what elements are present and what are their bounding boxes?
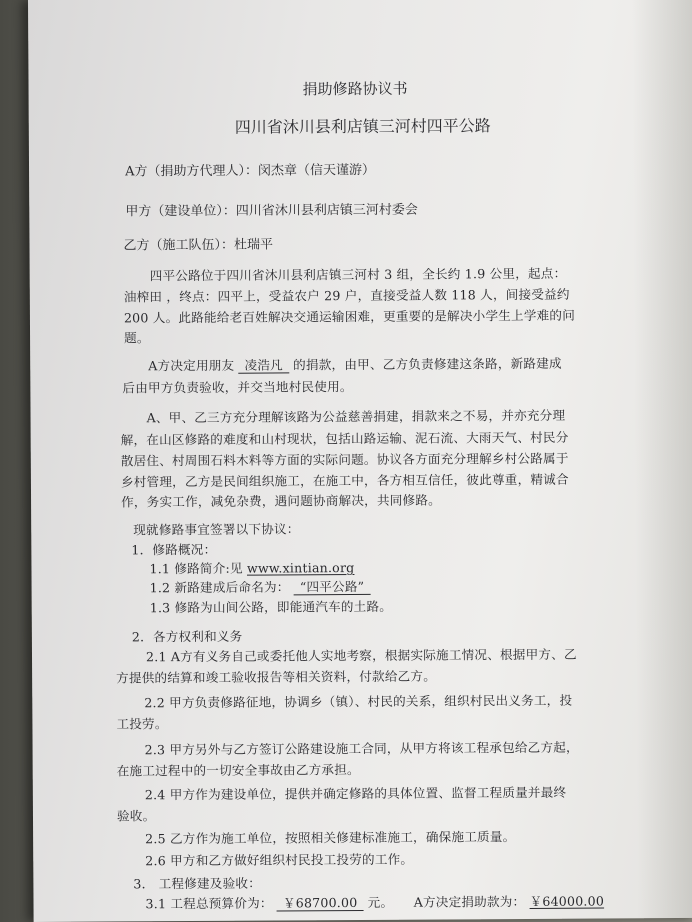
budget-label: 3.1 工程总预算价为：	[145, 895, 273, 912]
agreement-document	[28, 0, 692, 922]
section-1-item-1	[149, 562, 354, 576]
consensus-line: 作，务实工作，减免杂费，遇问题协商解决，共同修路。	[121, 492, 441, 510]
section-2-line: 2.2 甲方负责修路征地，协调乡（镇）、村民的关系，组织村民出义务工，投	[144, 692, 573, 711]
section-2-heading: 2．各方权利和义务	[131, 628, 243, 645]
budget-value: ￥68700.00	[277, 897, 364, 911]
section-2-line: 方提供的结算和竣工验收报告等相关资料，付款给乙方。	[116, 668, 437, 686]
intro-line: 200 人。此路能给老百姓解决交通运输困难，更重要的是解决小学生上学难的问	[123, 307, 576, 326]
item-2-label: 1.2 新路建成后命名为：	[149, 579, 290, 596]
party-a-line: A方（捐助方代理人）：闵杰章（信天谨游）	[125, 162, 375, 180]
section-3-heading: 3． 工程修建及验收：	[133, 875, 262, 892]
intro-line: 题。	[124, 330, 150, 346]
donation-pre: A方决定用朋友	[148, 357, 235, 374]
section-2-line: 2.5 乙方作为施工单位，按照相关修建标准施工，确保施工质量。	[145, 829, 516, 847]
document-subtitle: 四川省沐川县利店镇三河村四平公路	[234, 116, 491, 137]
item-1-label: 1.1 修路简介:见	[149, 560, 243, 577]
section-3-item-1	[145, 895, 604, 911]
donation-line	[148, 355, 562, 374]
section-2-line: 2.6 甲方和乙方做好组织村民投工投劳的工作。	[145, 851, 414, 869]
section-2-line: 2.3 甲方另外与乙方签订公路建设施工合同，从甲方将该工程承包给乙方起，	[144, 739, 579, 758]
agreement-intro: 现就修路事宜签署以下协议：	[133, 521, 300, 538]
road-name: “四平公路”	[294, 581, 371, 595]
website-link[interactable]: www.xintian.org	[246, 560, 355, 576]
budget-unit: 元。	[367, 894, 394, 910]
consensus-line: 乡村管理，乙方是民间组织施工，在施工中，各方相互信任，彼此尊重，精诚合	[120, 471, 569, 490]
donation-value: ￥64000.00	[529, 893, 605, 909]
section-2-line: 工投劳。	[116, 716, 168, 732]
document-paper	[28, 0, 692, 922]
donation-post: 的捐款，由甲、乙方负责修建这条路，新路建成	[293, 355, 562, 373]
consensus-line: 散居住、村周围石料木料等方面的实际问题。协议各方面充分理解乡村公路属于	[120, 450, 569, 469]
document-title: 捐助修路协议书	[302, 79, 408, 99]
section-2-line: 在施工过程中的一切安全事故由乙方承担。	[116, 761, 360, 779]
consensus-line: A、甲、乙三方充分理解该路为公益慈善捐建，捐款来之不易，并亦充分理	[146, 407, 566, 426]
consensus-line: 解，在山区修路的难度和山村现状，包括山路运输、泥石流、大雨天气、村民分	[120, 429, 569, 448]
party-jia-line: 甲方（建设单位）：四川省沐川县利店镇三河村委会	[125, 202, 418, 220]
intro-line: 四平公路位于四川省沐川县利店镇三河村 3 组，全长约 1.9 公里，起点：	[149, 265, 567, 284]
section-1-item-2	[149, 578, 371, 596]
donation-label: A方决定捐助款为：	[413, 893, 526, 910]
donation-line-2: 后由甲方负责验收，并交当地村民使用。	[122, 379, 353, 396]
section-1-heading: 1．修路概况：	[131, 541, 217, 558]
section-1-item-3: 1.3 修路为山间公路，即能通汽车的土路。	[149, 598, 393, 616]
friend-name: 凌浩凡	[238, 359, 288, 373]
intro-line: 油榨田 ，终点：四平上，受益农户 29 户，直接受益人数 118 人，间接受益约	[123, 286, 570, 305]
section-2-line: 2.4 甲方作为建设单位，提供并确定修路的具体位置、监督工程质量并最终	[144, 784, 567, 803]
section-2-line: 验收。	[116, 808, 156, 824]
party-yi-line: 乙方（施工队伍）：杜瑞平	[123, 237, 274, 254]
section-2-line: 2.1 A方有义务自己或委托他人实地考察，根据实际施工情况、根据甲方、乙	[145, 646, 577, 665]
